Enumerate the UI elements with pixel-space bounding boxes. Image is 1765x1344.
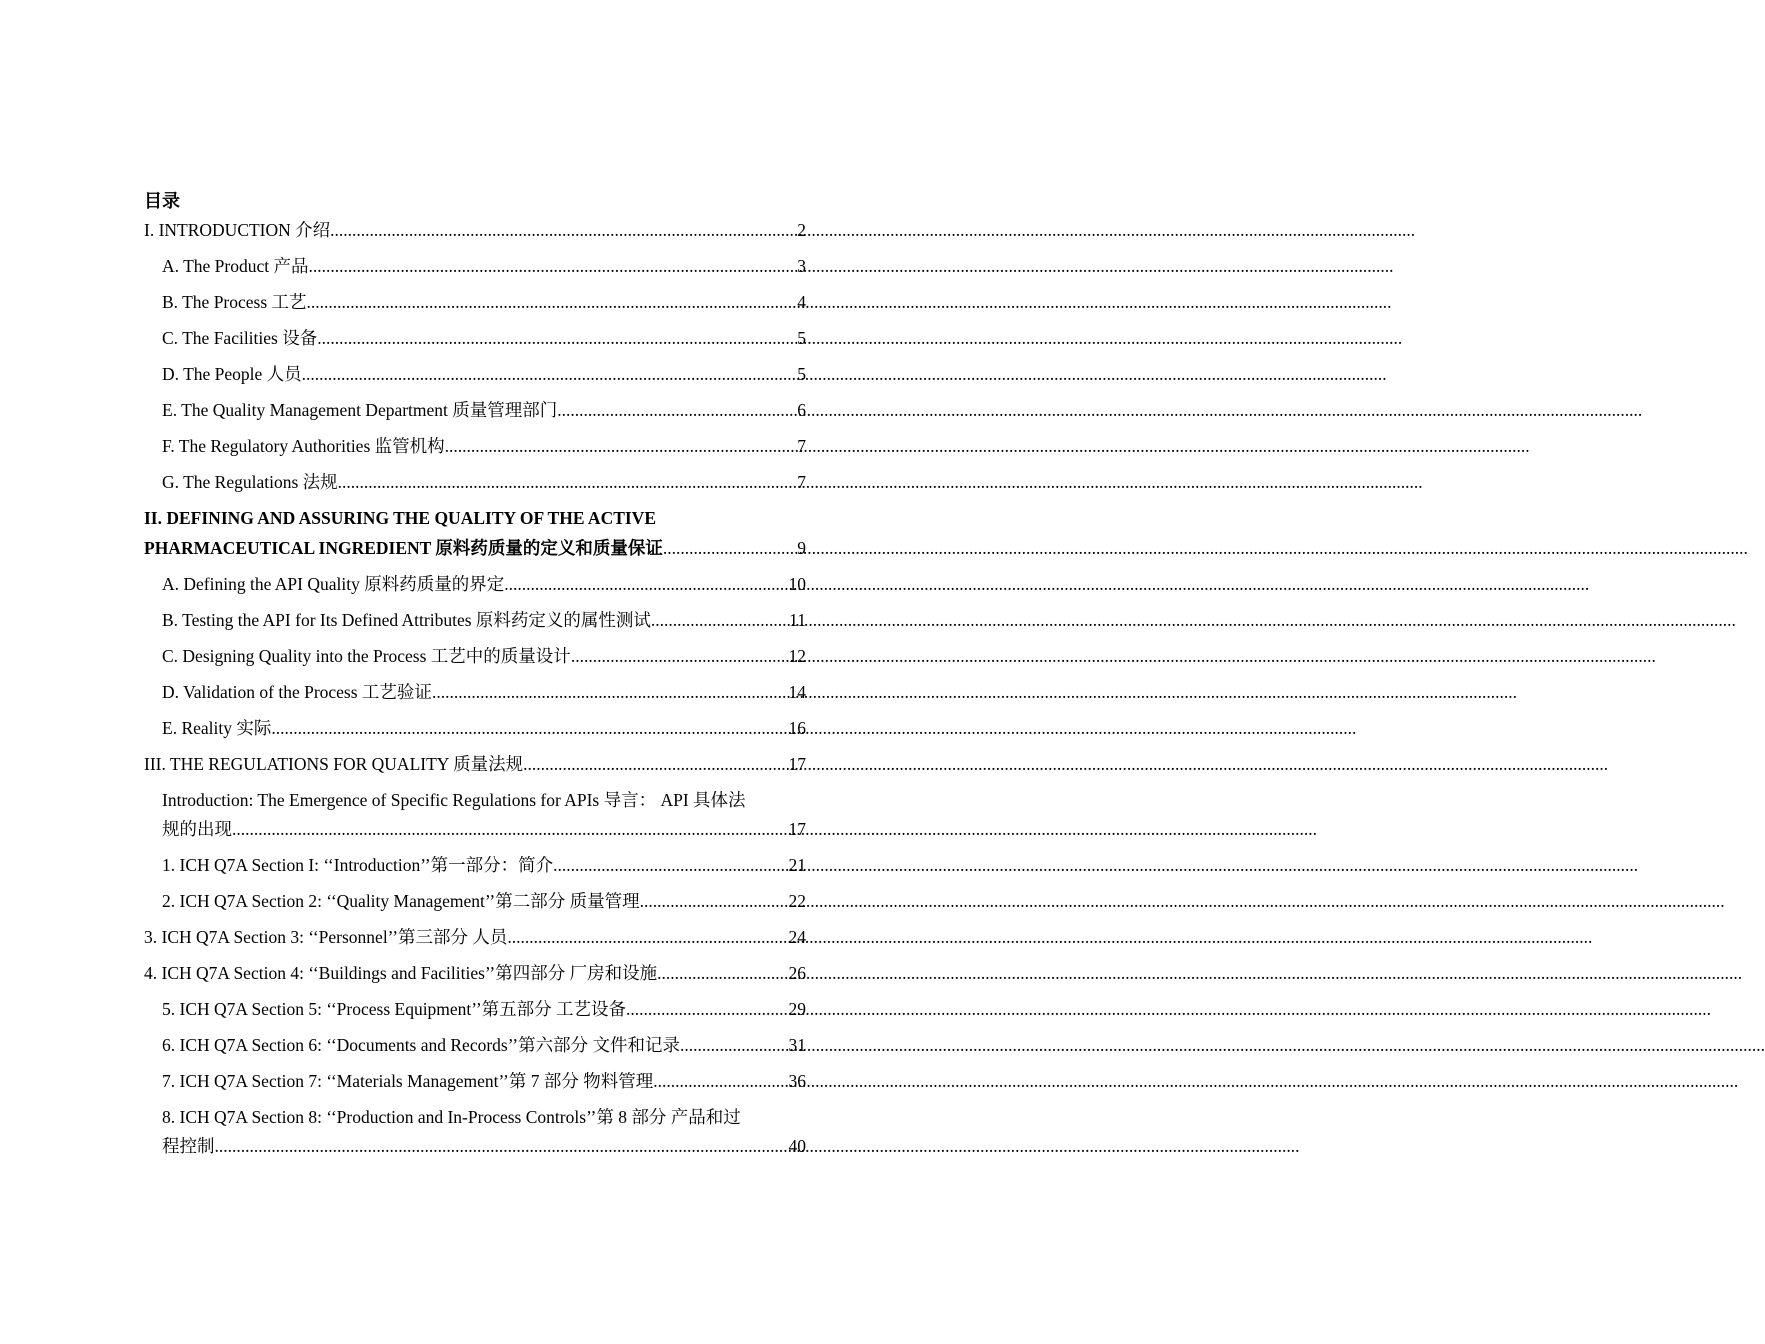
- toc-entry-text: D. The People 人员: [162, 364, 302, 384]
- toc-entry-q7a-section-5[interactable]: [144, 995, 806, 1023]
- toc-page-number: 21: [788, 855, 806, 875]
- toc-page-number: 36: [788, 1071, 806, 1091]
- dot-leader: [432, 678, 789, 706]
- toc-entry-introduction[interactable]: [144, 216, 806, 244]
- toc-entry-text: B. The Process 工艺: [162, 292, 307, 312]
- toc-entry-text: 2. ICH Q7A Section 2: ‘‘Quality Management’’第二部分 质量管理: [162, 891, 640, 911]
- dot-leader: [504, 570, 788, 598]
- toc-entry-text: C. Designing Quality into the Process 工艺中的质量设计: [162, 646, 571, 666]
- toc-page-number: 29: [788, 999, 806, 1019]
- toc-entry-process[interactable]: [144, 288, 806, 316]
- dot-leader: [553, 851, 788, 879]
- toc-entry-text: 7. ICH Q7A Section 7: ‘‘Materials Management’’第 7 部分 物料管理: [162, 1071, 654, 1091]
- dot-leader: [271, 714, 788, 742]
- toc-entry-q7a-section-2[interactable]: [144, 887, 806, 915]
- toc-page-number: 4: [797, 292, 806, 312]
- toc-entry-text: 4. ICH Q7A Section 4: ‘‘Buildings and Facilities’’第四部分 厂房和设施: [144, 963, 658, 983]
- toc-entry-regulatory-authorities[interactable]: [144, 432, 806, 460]
- toc-page-number: 12: [788, 646, 806, 666]
- toc-entry-text: E. Reality 实际: [162, 718, 272, 738]
- toc-entry-text: G. The Regulations 法规: [162, 472, 338, 492]
- toc-entry-text: A. Defining the API Quality 原料药质量的界定: [162, 574, 505, 594]
- toc-entry-q7a-section-3[interactable]: [144, 923, 806, 951]
- dot-leader: [507, 923, 788, 951]
- toc-entry-facilities[interactable]: [144, 324, 806, 352]
- toc-entry-text-line2: 程控制: [162, 1136, 215, 1156]
- toc-entry-text: C. The Facilities 设备: [162, 328, 318, 348]
- dot-leader: [626, 995, 788, 1023]
- toc-entry-validation[interactable]: [144, 678, 806, 706]
- toc-page-number: 5: [797, 328, 806, 348]
- dot-leader: [330, 216, 797, 244]
- dot-leader: [657, 959, 788, 987]
- toc-entry-product[interactable]: [144, 252, 806, 280]
- toc-entry-text: D. Validation of the Process 工艺验证: [162, 682, 432, 702]
- toc-entry-quality-management-department[interactable]: [144, 396, 806, 424]
- toc-page: [144, 188, 806, 1160]
- toc-page-number: 22: [788, 891, 806, 911]
- toc-page-number: 9: [797, 538, 806, 558]
- toc-page-number: 17: [788, 819, 806, 839]
- toc-entry-text: A. The Product 产品: [162, 256, 309, 276]
- toc-entry-regulations[interactable]: [144, 468, 806, 496]
- dot-leader: [680, 1031, 789, 1059]
- toc-list: [144, 216, 806, 1160]
- toc-entry-text: 1. ICH Q7A Section I: ‘‘Introduction’’第一部分：简介: [162, 855, 554, 875]
- dot-leader: [302, 360, 798, 388]
- dot-leader: [338, 468, 798, 496]
- toc-entry-text: E. The Quality Management Department 质量管理部门: [162, 400, 558, 420]
- toc-page-number: 31: [788, 1035, 806, 1055]
- dot-leader: [523, 750, 788, 778]
- toc-page-number: 3: [797, 256, 806, 276]
- toc-entry-text: I. INTRODUCTION 介绍: [144, 220, 331, 240]
- toc-entry-text-line2: 规的出现: [162, 819, 232, 839]
- dot-leader: [557, 396, 797, 424]
- toc-entry-text: B. Testing the API for Its Defined Attributes 原料药定义的属性测试: [162, 610, 651, 630]
- toc-entry-q7a-section-6[interactable]: [144, 1031, 806, 1059]
- toc-page-number: 5: [797, 364, 806, 384]
- toc-page-number: 6: [797, 400, 806, 420]
- dot-leader: [317, 324, 797, 352]
- toc-entry-defining-api-quality[interactable]: [144, 570, 806, 598]
- toc-page-number: 14: [788, 682, 806, 702]
- toc-page-number: 7: [797, 436, 806, 456]
- toc-entry-q7a-section-1[interactable]: [144, 851, 806, 879]
- dot-leader: [307, 288, 798, 316]
- toc-entry-designing-quality[interactable]: [144, 642, 806, 670]
- toc-page-number: 17: [788, 754, 806, 774]
- toc-entry-text: III. THE REGULATIONS FOR QUALITY 质量法规: [144, 754, 524, 774]
- toc-entry-text-line1: 8. ICH Q7A Section 8: ‘‘Production and In-Process Controls’’第 8 部分 产品和过: [162, 1107, 741, 1127]
- dot-leader: [663, 534, 797, 562]
- toc-entry-text-line1: Introduction: The Emergence of Specific Regulations for APIs 导言： API 具体法: [162, 790, 746, 810]
- toc-page-number: 11: [789, 610, 806, 630]
- toc-entry-testing-api[interactable]: [144, 606, 806, 634]
- toc-page-number: 10: [788, 574, 806, 594]
- toc-entry-q7a-section-4[interactable]: [144, 959, 806, 987]
- toc-entry-people[interactable]: [144, 360, 806, 388]
- toc-entry-text: 6. ICH Q7A Section 6: ‘‘Documents and Records’’第六部分 文件和记录: [162, 1035, 680, 1055]
- dot-leader: [571, 642, 789, 670]
- toc-entry-reality[interactable]: [144, 714, 806, 742]
- dot-leader: [653, 1067, 788, 1095]
- dot-leader: [445, 432, 798, 460]
- toc-entry-q7a-section-7[interactable]: [144, 1067, 806, 1095]
- toc-entry-text: 3. ICH Q7A Section 3: ‘‘Personnel’’第三部分 人员: [144, 927, 508, 947]
- toc-page-number: 26: [788, 963, 806, 983]
- toc-entry-text-line1: II. DEFINING AND ASSURING THE QUALITY OF THE ACTIVE: [144, 508, 656, 528]
- toc-entry-q7a-section-8[interactable]: [144, 1103, 806, 1160]
- toc-entry-emergence-of-regulations[interactable]: [144, 786, 806, 843]
- dot-leader: [215, 1132, 789, 1160]
- dot-leader: [232, 815, 789, 843]
- toc-page-number: 16: [788, 718, 806, 738]
- dot-leader: [651, 606, 789, 634]
- toc-entry-regulations-for-quality[interactable]: [144, 750, 806, 778]
- toc-page-number: 24: [788, 927, 806, 947]
- dot-leader: [640, 887, 789, 915]
- toc-page-number: 2: [797, 220, 806, 240]
- dot-leader: [308, 252, 797, 280]
- toc-page-number: 40: [788, 1136, 806, 1156]
- toc-entry-defining-quality[interactable]: [144, 504, 806, 562]
- toc-entry-text-line2: PHARMACEUTICAL INGREDIENT 原料药质量的定义和质量保证: [144, 538, 663, 558]
- toc-title: 目录: [144, 191, 180, 211]
- toc-page-number: 7: [797, 472, 806, 492]
- toc-entry-text: 5. ICH Q7A Section 5: ‘‘Process Equipment’’第五部分 工艺设备: [162, 999, 627, 1019]
- toc-entry-text: F. The Regulatory Authorities 监管机构: [162, 436, 445, 456]
